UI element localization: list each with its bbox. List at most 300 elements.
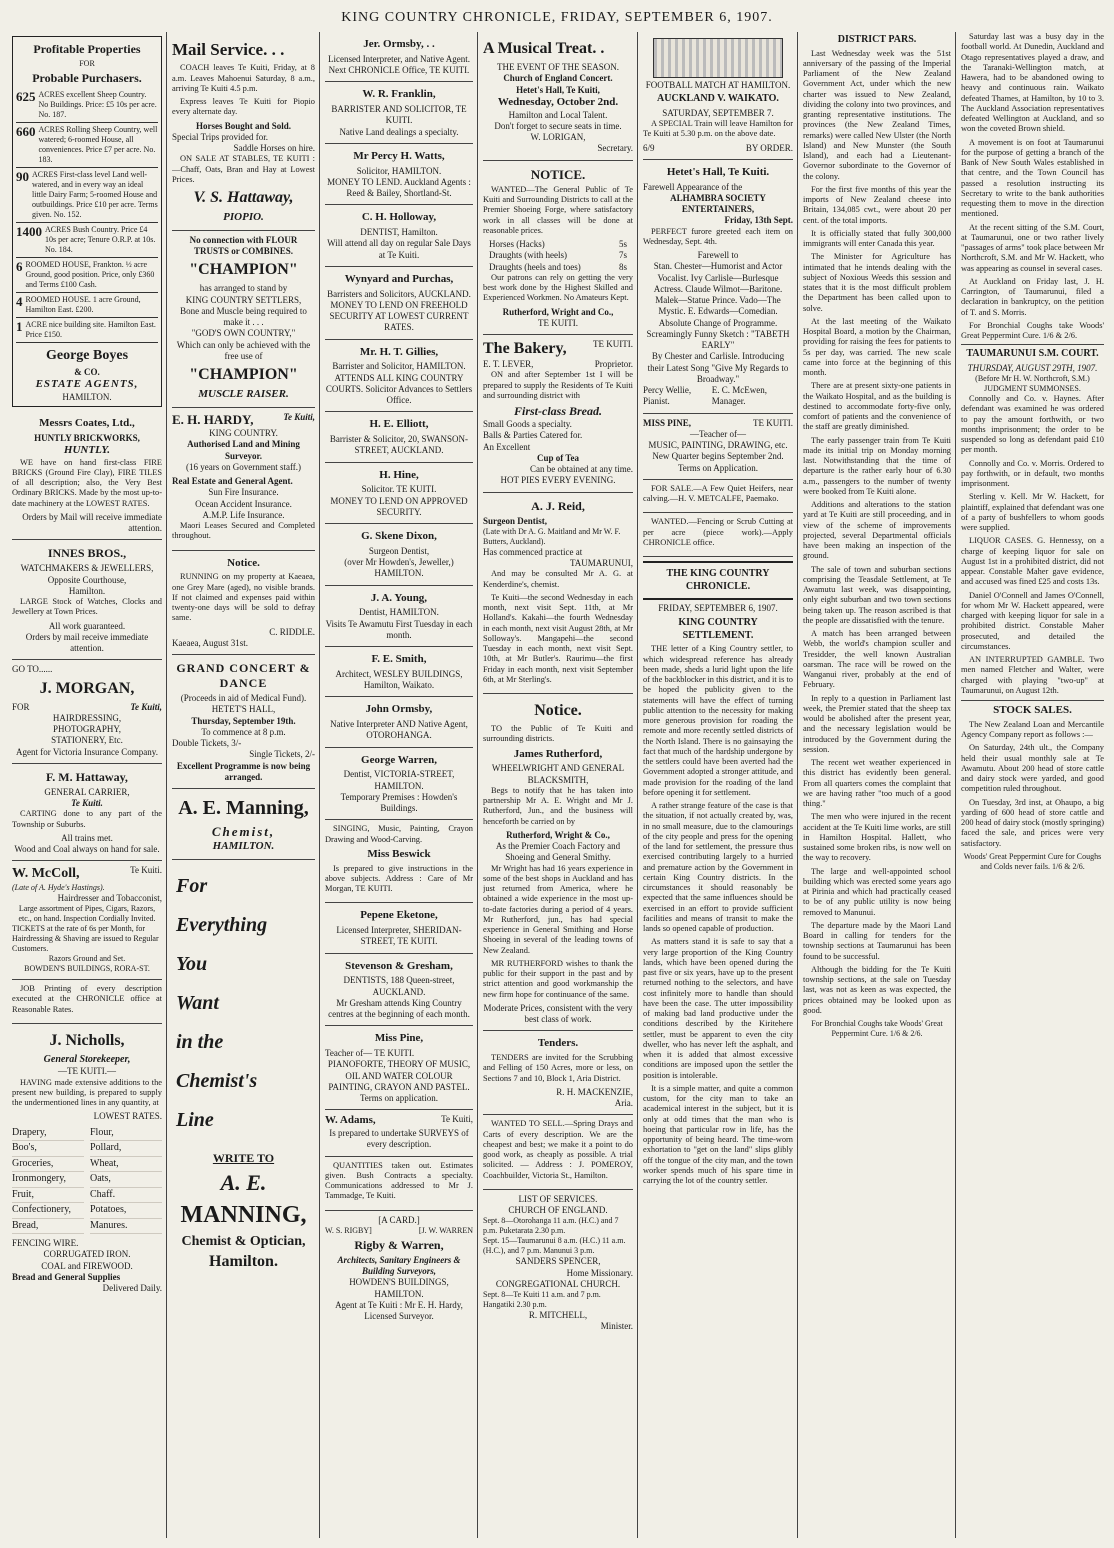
innes-loc: Opposite Courthouse, — [47, 574, 127, 585]
property-number: 1 — [16, 319, 23, 334]
everything-word: For — [176, 875, 208, 897]
forge-notice — [483, 161, 633, 336]
services-missionary: Home Missionary. — [566, 1267, 633, 1278]
fencing-wanted-ad — [643, 513, 793, 557]
bakery-owner: E. T. LEVER, — [483, 359, 534, 369]
cong-sign: R. MITCHELL, — [528, 1310, 588, 1320]
everything-word: You — [176, 953, 208, 975]
goods-item: Boo's, — [12, 1141, 84, 1157]
goods-item: Drapery, — [12, 1126, 84, 1142]
services-title: LIST OF SERVICES. — [518, 1193, 598, 1204]
musical-hall: Hetet's Hall, Te Kuiti, — [516, 84, 600, 95]
metcalfe-text: FOR SALE.—A Few Quiet Heifers, near calving.—H. V. METCALFE, Paemako. — [643, 483, 793, 503]
tenders-title: Tenders. — [537, 1037, 579, 1050]
reid-consult: And may be consulted Mr A. G. at Kenderdine's, chemist. — [483, 569, 633, 589]
rutherford-notice-text: TO the Public of Te Kuiti and surrounding districts. — [483, 724, 633, 744]
reid-place: TAUMARUNUI, — [569, 558, 633, 568]
alhambra-farewell2: Farewell to — [697, 250, 739, 260]
rigby-right: [J. W. WARREN — [418, 1225, 473, 1235]
hattaway-wood: Wood and Coal always on hand for sale. — [14, 844, 160, 854]
nicholls-rates: LOWEST RATES. — [93, 1111, 162, 1122]
column-rule — [955, 32, 956, 1538]
properties-for: FOR — [79, 59, 95, 68]
property-item — [16, 318, 158, 343]
goods-item: Flour, — [90, 1126, 162, 1142]
hardy-ad — [172, 408, 315, 551]
miss-pine-ad — [643, 414, 793, 480]
pine-role: Teacher of— TE KUITI. — [325, 1048, 415, 1058]
quantities-ad — [325, 1157, 473, 1211]
pomeroy-text: WANTED TO SELL.—Spring Drays and Carts of every description. We are the cheapest and best; we make it a point to do good work, as cheaply as possible. A trial solicited. — Address : J. POMEROY, Coachbuilder, Victoria St., Hamilton. — [483, 1119, 633, 1180]
property-text: ACRES excellent Sheep Country. No Buildings. Price: £5 10s per acre. No. 187. — [38, 90, 157, 119]
news-paragraph: A movement is on foot at Taumarunui for the purpose of getting a branch of the Bank of New South Wales established in that centre, and the Town Council has passed a resolution instructing its Secretary to write to the bank authorities requesting them to move in the direction mentioned. — [961, 137, 1104, 219]
champion-stood: has arranged to stand by — [199, 283, 288, 294]
mail-saddle: Saddle Horses on hire. — [233, 143, 315, 153]
district-cure: For Bronchial Coughs take Woods' Great Peppermint Cure. 1/6 & 2/6. — [811, 1019, 943, 1038]
district-par: The recent wet weather experienced in this district has evidently been general. From all quarters comes the complaint that we are having rather "too much of a good thing." — [803, 758, 951, 808]
jr-premier: As the Premier Coach Factory and Shoeing and General Smithy. — [495, 841, 621, 863]
musical-secretary: Secretary. — [597, 143, 633, 154]
professional-ad — [325, 205, 473, 267]
coates-ad — [12, 411, 162, 541]
alhambra-cast: Stan. Chester—Humorist and Actor Vocalist. Ivy Carlisle—Burlesque Actress. Claude Wilmot—Baritone. Malek—Statue Prince. Vado—The Mystic. E. Edwards—Comedian. — [653, 261, 783, 317]
news-paragraph: At the recent sitting of the S.M. Court, at Taumarunui, one or two rather lively "passages of arms" took place between Mr Northcroft, S.M. and Mr W. Hackett, who was appearing as counsel in several cases. — [961, 222, 1104, 273]
hardy-name: E. H. HARDY, — [172, 411, 254, 427]
goods-right — [90, 1126, 162, 1235]
reid-role: Surgeon Dentist, — [483, 515, 548, 526]
district-par: The large and well-appointed school building which was erected some years ago at Pirinia and which had practically ceased to be of any public utility is now being removed to Manunui. — [803, 866, 951, 917]
coates-orders: Orders by Mail will receive immediate attention. — [22, 511, 162, 533]
jr-name: James Rutherford, — [513, 747, 603, 760]
alhambra-hall: Hetet's Hall, Te Kuiti. — [666, 165, 770, 178]
innes-guarantee: All work guaranteed. — [48, 620, 126, 631]
editorial-paper: THE KING COUNTRY CHRONICLE. — [666, 568, 770, 592]
forge-patrons: Our patrons can rely on getting the very best work done by the Highest Skilled and Experienced Workmen. No Amateurs Kept. — [483, 272, 633, 303]
miss-pine-quarter: New Quarter begins September 2nd. Terms on Application. — [652, 451, 784, 473]
column-7 — [961, 32, 1104, 1538]
boyes-place: HAMILTON. — [62, 391, 112, 402]
reid-ad — [483, 493, 633, 695]
tenders-ad — [483, 1031, 633, 1115]
boyes-name: George Boyes — [45, 348, 129, 363]
professional-name: Jer. Ormsby, . . — [363, 38, 435, 50]
alhambra-funny: Screamingly Funny Sketch : "TABETH EARLY" — [646, 328, 790, 350]
innes-orders: Orders by mail receive immediate attention. — [25, 631, 149, 653]
football-order: BY ORDER. — [745, 142, 793, 153]
manning-name: A. E. Manning, — [178, 797, 309, 819]
district-par: Last Wednesday week was the 51st anniversary of the passing of the Imperial Parliament of the New Zealand Government Act, under which the new charter was issued to New Zealand, dividing the colony into two provinces, and granting representative institutions. The provinces (the New Zealand Times, remarks) were called New Ulster (the North Island) and New Munster (the South Island), and each had a Lieutenant-Governor subordinate to the Governor of the colony. — [803, 48, 951, 181]
rigby-name: Rigby & Warren, — [354, 1237, 444, 1252]
forge-town: TE KUITI. — [538, 317, 578, 328]
property-item — [16, 123, 158, 168]
mail-trips: Special Trips provided for. — [172, 131, 268, 142]
article-paragraph: As matters stand it is safe to say that a very large proportion of the King Country lands, which have been opened during the past five or six years, have up to the present returned nothing to the selectors, and have cost infinitely more to handle than should have been the case. The utter impossibility of making bad land productive under the conditions described by the Kiritehere settler, must be apparent to even the city dweller, who has never left the asphalt, and when it is added that almost excessive conditions are imposed upon the settler the position is intolerable. — [643, 937, 793, 1080]
innes-sub: WATCHMAKERS & JEWELLERS, — [20, 563, 154, 574]
column-rule — [477, 32, 478, 1538]
adams-text: Is prepared to undertake SURVEYS of every description. — [329, 1128, 469, 1150]
coates-text: WE have on hand first-class FIRE BRICKS (Ground Fire Clay), FIRE TILES of all description; also, the Very Best Ordinary BRICKS. Made by the most up-to-date machinery at the LOWEST RATES. — [12, 457, 162, 508]
goods-item: Chaff. — [90, 1188, 162, 1204]
professional-role: DENTIST, Hamilton. — [360, 227, 438, 237]
nicholls-name: J. Nicholls, — [49, 1031, 125, 1049]
district-par: For the first five months of this year the imports of New Zealand cheese into Britain, 134,085 cwt., were about 20 per cent. of the total imports. — [803, 184, 951, 225]
professional-role: Architect, WESLEY BUILDINGS, — [335, 668, 463, 679]
professional-name: J. A. Young, — [370, 591, 428, 604]
everything-list — [172, 874, 315, 1133]
morgan-goto: GO TO...... — [12, 664, 53, 675]
mccoll-name: W. McColl, — [12, 866, 80, 882]
eketone-role: Licensed Interpreter, SHERIDAN-STREET, TE KUITI. — [336, 925, 462, 947]
maori-leases: Maori Leases Secured and Completed throughout. — [172, 521, 315, 541]
corrugated-iron: CORRUGATED IRON. — [43, 1249, 131, 1260]
district-par: It is officially stated that fully 300,000 immigrants will enter Canada this year. — [803, 228, 951, 248]
job-printing-text: JOB Printing of every description executed at the CHRONICLE office at Reasonable Rates. — [12, 984, 162, 1014]
property-number: 625 — [16, 89, 36, 104]
district-pars — [803, 49, 951, 1017]
shoe-price: 5s — [618, 239, 627, 249]
riddle-notice-title: Notice. — [227, 556, 260, 569]
properties-title: Profitable Properties — [33, 42, 141, 56]
adams-ad — [325, 1110, 473, 1156]
insurance-item: A.M.P. Life Insurance. — [202, 509, 285, 520]
rutherford-notice-title: Notice. — [534, 702, 582, 719]
alhambra-perfect: PERFECT furore greeted each item on Wednesday, Sept. 4th. — [643, 226, 793, 246]
column-rule — [797, 32, 798, 1538]
eketone-name: Pepene Eketone, — [360, 909, 438, 922]
write-role: Chemist & Optician, — [181, 1233, 306, 1249]
concert-single: Single Tickets, 2/- — [249, 749, 315, 760]
alhambra-manager: E. C. McEwen, Manager. — [711, 385, 767, 407]
miss-pine-town: TE KUITI. — [753, 417, 793, 428]
bakery-balls: Balls & Parties Catered for. — [483, 430, 583, 441]
court-paragraph: Sterling v. Kell. Mr W. Hackett, for plaintiff, explained that defendant was one of a party of bushfellers to whom goods were supplied. — [961, 492, 1104, 532]
professional-ad — [325, 144, 473, 206]
mccoll-ad — [12, 861, 162, 980]
delivered-daily: Delivered Daily. — [102, 1283, 162, 1293]
property-number: 4 — [16, 294, 23, 309]
stevenson-text: Mr Gresham attends King Country centres at the beginning of each month. — [328, 997, 470, 1019]
property-item — [16, 168, 158, 223]
professional-text: OTOROHANGA. — [366, 730, 432, 741]
morgan-line: STATIONERY, Etc. — [51, 735, 123, 746]
professional-text: MONEY TO LEND ON APPROVED SECURITY. — [330, 495, 468, 517]
reid-late: (Late with Dr A. G. Maitland and Mr W. F. Butters, Auckland). — [483, 526, 621, 546]
alhambra-ad — [643, 160, 793, 414]
reid-commenced: Has commenced practice at — [483, 546, 583, 557]
beswick-ad — [325, 820, 473, 903]
settlement-title: KING COUNTRY SETTLEMENT. — [678, 617, 758, 641]
musical-treat-ad — [483, 32, 633, 161]
musical-date: Wednesday, October 2nd. — [497, 95, 619, 108]
innes-text: LARGE Stock of Watches, Clocks and Jewellery at Town Prices. — [12, 597, 162, 617]
football-num: 6/9 — [643, 142, 655, 153]
job-printing-ad — [12, 980, 162, 1024]
properties-ad — [12, 36, 162, 407]
professional-name: W. R. Franklin, — [362, 88, 436, 101]
professional-role: Solicitor, HAMILTON. — [356, 165, 442, 176]
alhambra-date: Friday, 13th Sept. — [724, 215, 793, 226]
professional-ad — [325, 586, 473, 648]
coates-place: HUNTLY. — [63, 443, 111, 456]
musical-church: Church of England Concert. — [503, 73, 613, 84]
district-pars-title: DISTRICT PARS. — [837, 34, 917, 45]
mccoll-tickets: TICKETS at the rate of 6s per Month, for Hairdressing & Shaving are issued to Regular Customers. — [12, 924, 159, 953]
alhambra-chester: By Chester and Carlisle. Introducing their Latest Song "Give My Regards to Broadway." — [647, 351, 789, 384]
nicholls-town: —TE KUITI.— — [58, 1066, 116, 1077]
concert-programme: Excellent Programme is now being arranged. — [176, 760, 311, 782]
professional-text: MONEY TO LEND ON FREEHOLD SECURITY AT LOWEST CURRENT RATES. — [329, 299, 469, 333]
rigby-ad — [325, 1211, 473, 1328]
column-rule — [166, 32, 167, 1538]
champion-ad — [172, 231, 315, 408]
musical-sign: W. LORIGAN, — [530, 132, 586, 142]
professional-ad — [325, 524, 473, 586]
innes-place: Hamilton. — [68, 585, 106, 596]
everything-word: Line — [176, 1109, 214, 1131]
professional-text: MONEY TO LEND. Auckland Agents : Reed & Bailey, Shortland-St. — [327, 176, 471, 198]
goods-item: Confectionery, — [12, 1203, 84, 1219]
boyes-role: ESTATE AGENTS, — [35, 377, 139, 390]
news-paragraph: At Auckland on Friday last, J. H. Carrington, of Taumarunui, filed a declaration in bankruptcy, on the petition of T. and S. Morris. — [961, 276, 1104, 317]
morgan-agent: Agent for Victoria Insurance Company. — [16, 746, 158, 757]
jr-role: WHEELWRIGHT AND GENERAL BLACKSMITH, — [491, 763, 625, 785]
shoe-price-row — [483, 250, 633, 261]
professional-role: Barrister and Solicitor, HAMILTON. — [332, 361, 466, 372]
beswick-name: Miss Beswick — [367, 847, 431, 860]
bakery-excellent: An Excellent — [483, 441, 531, 452]
insurance-list — [172, 487, 315, 521]
pine-terms: Terms on application. — [359, 1093, 439, 1103]
services-church: CHURCH OF ENGLAND. — [508, 1205, 608, 1215]
tenders-place: Aria. — [614, 1098, 633, 1108]
general-supplies: Bread and General Supplies — [12, 1271, 121, 1282]
mccoll-stock: Large assortment of Pipes, Cigars, Razors, etc., on hand. Inspection Cordially Invited. — [18, 904, 156, 923]
shoe-prices — [483, 239, 633, 273]
service-line: Sept. 8—Otorohanga 11 a.m. (H.C.) and 7 p.m. Puketarata 2.30 p.m. — [483, 1216, 619, 1236]
properties-list — [16, 88, 158, 343]
mail-horses: Horses Bought and Sold. — [195, 120, 292, 131]
professional-name: Mr Percy H. Watts, — [353, 149, 445, 162]
professional-role: Barristers and Solicitors, AUCKLAND. — [327, 288, 471, 299]
boyes-co: & CO. — [74, 366, 100, 377]
district-par: At the last meeting of the Waikato Hospital Board, a motion by the Chairman, providing for raising the fees for patients to 5s per day, was carried. The new scale came into force at the beginning of this month. — [803, 316, 951, 377]
court-paragraph: Connolly and Co. v. Haynes. After defendant was examined he was ordered to pay the amount forthwith, or two months imprisonment; the order to be suspended so long as defendant paid £10 per month. — [961, 394, 1104, 455]
everything-ad — [172, 874, 315, 1272]
morgan-for: FOR — [12, 701, 30, 712]
article-paragraph: It is a simple matter, and quite a common custom, for the city man to take an academical interest in the subject, but it is only at odd times that the man who is hoeing that particular row in life, has the opportunity of being heard. The time-worn exhortation to "get on the land" slips glibly off the tongue of the city man, and the town worker spends much of his spare time in carrying the lot of the country settler. — [643, 1083, 793, 1185]
stock-cure: Woods' Great Peppermint Cure for Coughs and Colds never fails. 1/6 & 2/6. — [963, 851, 1102, 871]
write-manning: MANNING, — [180, 1201, 307, 1228]
goods-item: Groceries, — [12, 1157, 84, 1173]
services-sign: SANDERS SPENCER, — [515, 1256, 601, 1267]
musical-talent: Hamilton and Local Talent. — [508, 109, 608, 120]
professional-ad — [325, 412, 473, 462]
nicholls-ad — [12, 1024, 162, 1300]
morgan-town: Te Kuiti, — [130, 701, 162, 712]
mccoll-town: Te Kuiti. — [130, 865, 162, 876]
champion-gods: "GOD'S OWN COUNTRY," — [191, 328, 296, 339]
professional-name: H. Hine, — [379, 468, 419, 481]
court-paragraph: Connolly and Co. v. Morris. Ordered to pay forthwith, or in default, two months imprisonment. — [961, 458, 1104, 488]
goods-item: Ironmongery, — [12, 1172, 84, 1188]
editorial-masthead — [643, 561, 793, 600]
property-text: ACRE nice building site. Hamilton East. Price £150. — [25, 320, 156, 339]
property-text: ACRES Bush Country. Price £4 10s per acre; Tenure O.R.P. at 10s. No. 184. — [45, 225, 156, 254]
manning-role: Chemist, — [211, 824, 276, 839]
shoe-item: Horses (Hacks) — [489, 239, 545, 249]
property-text: ACRES First-class level Land well-watered, and in every way an ideal little Dairy Farm; 5-roomed House and outbuildings. Price £10 per acre. Terms given. No. 152. — [32, 170, 158, 219]
hardy-region: KING COUNTRY. — [209, 428, 278, 438]
mail-stables: ON SALE AT STABLES, TE KUITI :—Chaff, Oats, Bran and Hay at Lowest Prices. — [172, 154, 315, 184]
shoe-price-row — [483, 239, 633, 250]
pomeroy-ad — [483, 1115, 633, 1190]
adams-town: Te Kuiti, — [441, 1114, 473, 1125]
manning-place: HAMILTON. — [212, 840, 275, 853]
morgan-lines — [12, 713, 162, 747]
district-par: The early passenger train from Te Kuiti made its initial trip on Monday morning last. Notwithstanding that the time of departure is the rather early hour of 6.30 a.m., passengers to the number of twenty were booked from Te Kuiti alone. — [803, 435, 951, 496]
professional-name: Mr. H. T. Gillies, — [359, 345, 439, 358]
jr-moderate: Moderate Prices, consistent with the very best class of work. — [483, 1002, 633, 1024]
pine-ad — [325, 1026, 473, 1110]
professional-role: Dentist, HAMILTON. — [359, 607, 439, 618]
shoe-price: 7s — [618, 250, 627, 261]
professional-text: Native Land dealings a specialty. — [339, 126, 459, 137]
real-estate: Real Estate and General Agent. — [172, 476, 293, 486]
column-6 — [803, 32, 951, 1538]
hattaway-trains: All trains met. — [61, 832, 113, 843]
court-report — [961, 394, 1104, 696]
goods-item: Manures. — [90, 1219, 162, 1235]
professional-ad — [325, 463, 473, 525]
professional-name: F. E. Smith, — [371, 653, 427, 665]
miss-pine-subjects: MUSIC, PAINTING, DRAWING, etc. — [648, 440, 788, 450]
forge-notice-title: NOTICE. — [530, 166, 586, 182]
bakery-text: ON and after September 1st I will be prepared to supply the Residents of Te Kuiti and surrounding district with — [483, 370, 633, 400]
article-paragraph: THE letter of a King Country settler, to which widespread reference has already been made, sheds a lurid light upon the life of the backblocker in this district, and it is to be hoped the publicity given to the statements will have the effect of turning public attention to the necessity for making more generous provision for roading the remote and more recently settled districts of the North Island. There is no gainsaying the fact that much of the hardship undergone by the settlers could have been averted had the Government adopted a stronger attitude, and made provision for the roading of the land before opening it for settlement. — [643, 644, 793, 797]
nicholls-text: HAVING made extensive additions to the present new building, is prepared to supply the undermentioned lines in any quantity, at — [12, 1077, 162, 1107]
singing-text: SINGING, Music, Painting, Crayon Drawing and Wood-Carving. — [325, 824, 473, 844]
hattaway-role: GENERAL CARRIER, — [44, 786, 130, 797]
district-par: The sale of town and suburban sections comprising the Teasdale Settlement, at Te Awamutu last week, was disappointing, only eight suburban and two town sections being taken up. The reason ascribed is that the people are dissatisfied with the tenure. — [803, 564, 951, 625]
musical-event: THE EVENT OF THE SEASON. — [497, 62, 619, 72]
innes-title: INNES BROS., — [47, 546, 127, 561]
pine-subjects: PIANOFORTE, THEORY OF MUSIC, OIL AND WATER COLOUR PAINTING, CRAYON AND PASTEL. — [327, 1059, 471, 1092]
riddle-notice — [172, 551, 315, 656]
forge-notice-text: WANTED—The General Public of Te Kuiti and Surrounding Districts to call at the Premier Shoeing Forge, where satisfactory work in all classes will be done at reasonable prices. — [483, 184, 633, 235]
champion-bone: Bone and Muscle being required to make it . . . — [180, 305, 307, 327]
goods-item: Pollard, — [90, 1141, 162, 1157]
mail-title: Mail Service. . . — [172, 40, 285, 59]
stock-report — [961, 720, 1104, 849]
jr-thanks: MR RUTHERFORD wishes to thank the public for their support in the past and by strict attention and good workmanship the new firm hope for continuance of the same. — [483, 958, 633, 999]
rigby-role: Architects, Sanitary Engineers & Building Surveyors, — [337, 1254, 461, 1276]
coates-sub: HUNTLY BRICKWORKS, — [34, 432, 140, 443]
mccoll-address: BOWDEN'S BUILDINGS, RORA-ST. — [24, 964, 150, 973]
everything-word: Everything — [176, 914, 268, 936]
professional-ad — [325, 697, 473, 747]
forge-sign: Rutherford, Wright and Co., — [502, 306, 614, 317]
bakery-tea: Cup of Tea — [536, 452, 580, 463]
professional-text: Next CHRONICLE Office, TE KUITI. — [328, 65, 470, 75]
masthead: KING COUNTRY CHRONICLE, FRIDAY, SEPTEMBER 6, 1907. — [341, 10, 773, 25]
property-item — [16, 223, 158, 258]
football-date: SATURDAY, SEPTEMBER 7. — [662, 107, 774, 118]
bakery-proprietor: Proprietor. — [594, 359, 633, 369]
morgan-line: HAIRDRESSING, — [52, 712, 122, 723]
professional-ad — [325, 32, 473, 82]
morgan-line: PHOTOGRAPHY, — [53, 724, 121, 734]
properties-subtitle: Probable Purchasers. — [32, 71, 142, 85]
bakery-bread: First-class Bread. — [513, 404, 602, 418]
reid-visits: Te Kuiti—the second Wednesday in each month, next visit Sept. 11th, at Mr Holland's. Kakahi—the fourth Wednesday in each month, next visit August 28th, at Mr Solloway's. Mangapehi—the second Tuesday in each month, next visit Sept. 10th, at Mr Butler's. Raurimu—the first Friday in each month, next visit September 6th, at Mr Sterling's. — [483, 592, 633, 684]
manning-ad — [172, 789, 315, 860]
riddle-date: Kaeaea, August 31st. — [172, 637, 248, 648]
alhambra-pianist: Percy Wellie, Pianist. — [643, 385, 692, 407]
beswick-text: Is prepared to give instructions in the above subjects. Address : Care of Mr Morgan, TE KUITI. — [325, 863, 473, 893]
stock-paragraph: The New Zealand Loan and Mercantile Agency Company report as follows :— — [961, 719, 1104, 739]
professional-name: George Warren, — [361, 753, 437, 766]
rigby-address: HOWDEN'S BUILDINGS, HAMILTON. — [349, 1277, 449, 1299]
court-date: THURSDAY, AUGUST 29TH, 1907. — [967, 362, 1098, 373]
professional-ad — [325, 82, 473, 144]
professional-text: Temporary Premises : Howden's Buildings. — [340, 791, 458, 813]
champion-settlers: KING COUNTRY SETTLERS, — [185, 294, 302, 305]
column-4 — [483, 32, 633, 1538]
champion-which: Which can only be achieved with the free use of — [176, 339, 311, 361]
jr-text: Begs to notify that he has taken into partnership Mr A. E. Wright and Mr J. Rutherford, Jun., and the business will henceforth be carried on by — [483, 785, 633, 826]
jr-firm: Rutherford, Wright & Co., — [506, 829, 610, 840]
write-to: WRITE TO — [212, 1151, 275, 1165]
column-5 — [643, 32, 793, 1538]
insurance-item: Ocean Accident Insurance. — [195, 498, 292, 509]
hattaway-town: Te Kuiti. — [71, 798, 103, 808]
football-title: FOOTBALL MATCH AT HAMILTON. — [645, 80, 791, 90]
property-text: ACRES Rolling Sheep Country, well watered; 6-roomed House, all conveniences. Price £7 per acre. No. 183. — [38, 125, 158, 164]
morgan-name: J. MORGAN, — [39, 679, 135, 697]
everything-word: Want — [176, 992, 219, 1014]
riddle-sign: C. RIDDLE. — [269, 626, 315, 637]
professional-text: (over Mr Howden's, Jeweller,) HAMILTON. — [344, 557, 454, 579]
concert-hall: HETET'S HALL, — [211, 704, 276, 715]
editorial-date: FRIDAY, SEPTEMBER 6, 1907. — [658, 603, 778, 613]
hattaway-name: F. M. Hattaway, — [46, 769, 128, 784]
column-2 — [172, 32, 315, 1538]
district-par: Although the bidding for the Te Kuiti township sections, at the sale on Tuesday last, was not as keen as was expected, the prices obtained may be looked upon as good. — [803, 964, 951, 1015]
write-name: A. E. — [220, 1170, 267, 1195]
district-par: The Minister for Agriculture has intimated that he intends dealing with the subject of Noxious Weeds this session and states that it is the most difficult problem the Department has been called upon to solve. — [803, 252, 951, 313]
pine-name: Miss Pine, — [374, 1032, 424, 1045]
professional-name: John Ormsby, — [365, 703, 433, 716]
coates-title: Messrs Coates, Ltd., — [39, 416, 135, 429]
champion-2: "CHAMPION" — [189, 366, 298, 383]
bakery-pies: HOT PIES EVERY EVENING. — [500, 475, 616, 486]
alhambra-farewell: Farewell Appearance of the — [643, 181, 743, 192]
column-rule — [637, 32, 638, 1538]
professional-text: Visits Te Awamutu First Tuesday in each month. — [325, 618, 473, 640]
insurance-item: Sun Fire Insurance. — [208, 487, 279, 498]
professional-ad — [325, 748, 473, 821]
concert-proceeds: (Proceeds in aid of Medical Fund). — [180, 693, 307, 703]
bakery-town: TE KUITI. — [593, 339, 633, 349]
stock-paragraph: On Saturday, 24th ult., the Company held their usual monthly sale at Te Awamutu. About 200 head of store cattle and dairy stock were yarded, and good competition ruled throughout. — [961, 743, 1104, 794]
goods-left — [12, 1126, 84, 1235]
professional-text: Hamilton, Waikato. — [363, 680, 435, 690]
hardy-years: (16 years on Government staff.) — [185, 461, 302, 472]
property-item — [16, 258, 158, 293]
hardy-town: Te Kuiti, — [283, 411, 315, 422]
metcalfe-ad — [643, 480, 793, 514]
professional-role: Surgeon Dentist, — [368, 545, 430, 556]
